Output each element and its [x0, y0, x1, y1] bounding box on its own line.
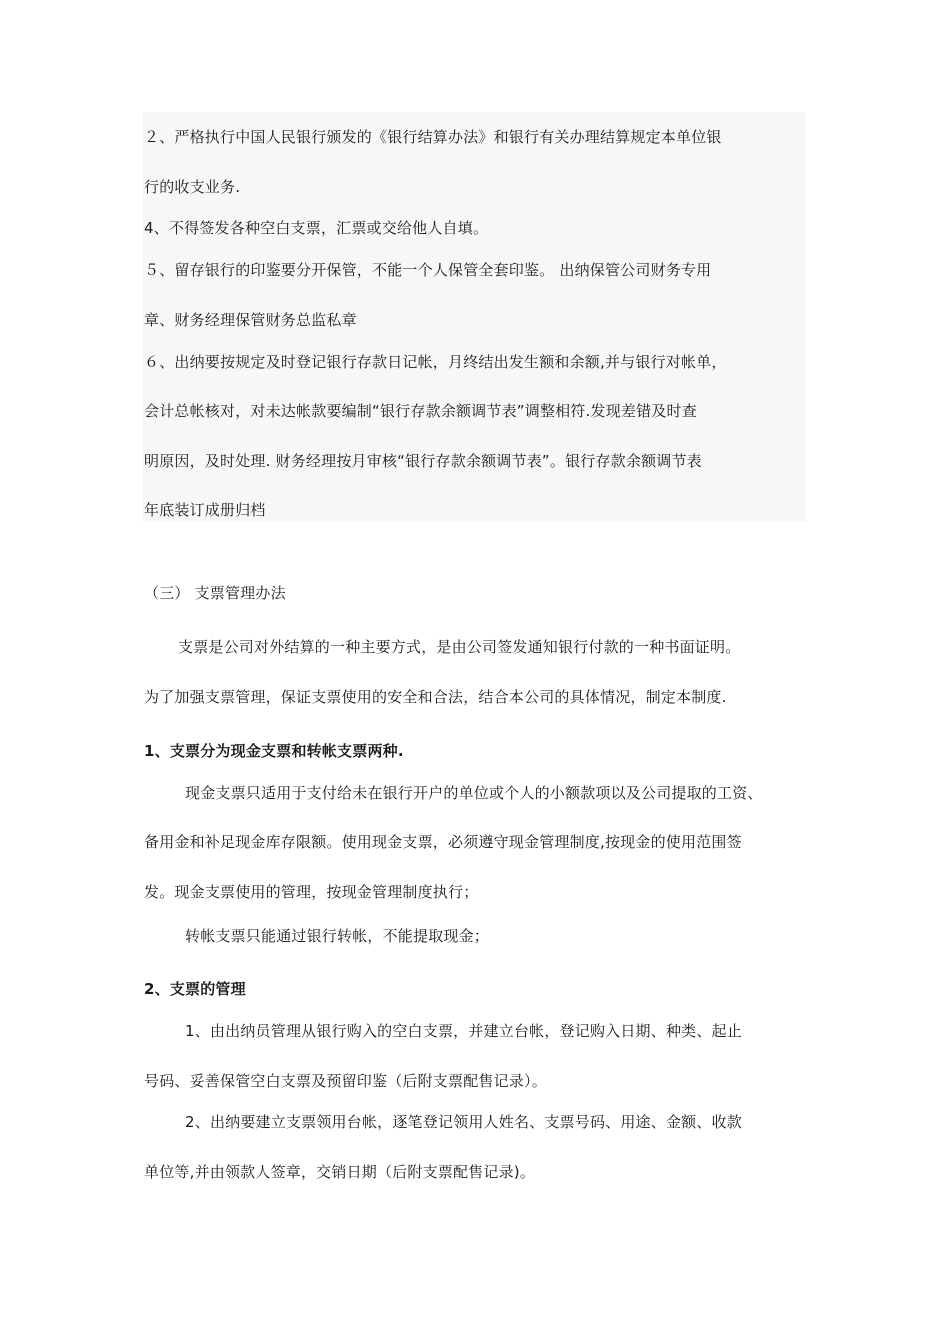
- rule-item-6-line-1: ６、出纳要按规定及时登记银行存款日记帐，月终结出发生额和余额,并与银行对帐单，: [144, 353, 727, 371]
- section-three-title: （三） 支票管理办法: [144, 584, 286, 602]
- management-item-2-line-2: 单位等,并由领款人签章，交销日期（后附支票配售记录)。: [144, 1163, 536, 1181]
- cash-cheque-line-2: 备用金和补足现金库存限额。使用现金支票，必须遵守现金管理制度,按现金的使用范围签: [144, 833, 742, 851]
- rule-item-5-line-2: 章、财务经理保管财务总监私章: [144, 311, 357, 329]
- cash-cheque-line-1: 现金支票只适用于支付给未在银行开户的单位或个人的小额款项以及公司提取的工资、: [185, 784, 763, 802]
- transfer-cheque-line: 转帐支票只能通过银行转帐，不能提取现金；: [185, 927, 490, 945]
- section-three-intro-line-1: 支票是公司对外结算的一种主要方式，是由公司签发通知银行付款的一种书面证明。: [178, 638, 741, 656]
- rule-item-6-line-3: 明原因，及时处理. 财务经理按月审核“银行存款余额调节表”。银行存款余额调节表: [144, 452, 702, 470]
- management-item-1-line-2: 号码、妥善保管空白支票及预留印鉴（后附支票配售记录）。: [144, 1072, 547, 1090]
- subsection-1-heading: 1、支票分为现金支票和转帐支票两种.: [144, 742, 404, 760]
- rule-item-6-line-4: 年底装订成册归档: [144, 501, 266, 519]
- section-three-intro-line-2: 为了加强支票管理，保证支票使用的安全和合法，结合本公司的具体情况，制定本制度.: [144, 688, 727, 706]
- rule-item-2-line-1: ２、严格执行中国人民银行颁发的《银行结算办法》和银行有关办理结算规定本单位银: [144, 128, 722, 146]
- management-item-2-line-1: 2、出纳要建立支票领用台帐，逐笔登记领用人姓名、支票号码、用途、金额、收款: [185, 1113, 742, 1131]
- subsection-2-heading: 2、支票的管理: [144, 980, 246, 998]
- rule-item-6-line-2: 会计总帐核对，对未达帐款要编制“银行存款余额调节表”调整相符.发现差错及时查: [144, 402, 697, 420]
- rule-item-2-line-2: 行的收支业务.: [144, 178, 241, 196]
- rule-item-4: 4、不得签发各种空白支票，汇票或交给他人自填。: [144, 219, 489, 237]
- rule-item-5-line-1: ５、留存银行的印鉴要分开保管，不能一个人保管全套印鉴。 出纳保管公司财务专用: [144, 261, 712, 279]
- cash-cheque-line-3: 发。现金支票使用的管理，按现金管理制度执行；: [144, 883, 479, 901]
- management-item-1-line-1: 1、由出纳员管理从银行购入的空白支票，并建立台帐，登记购入日期、种类、起止: [185, 1022, 742, 1040]
